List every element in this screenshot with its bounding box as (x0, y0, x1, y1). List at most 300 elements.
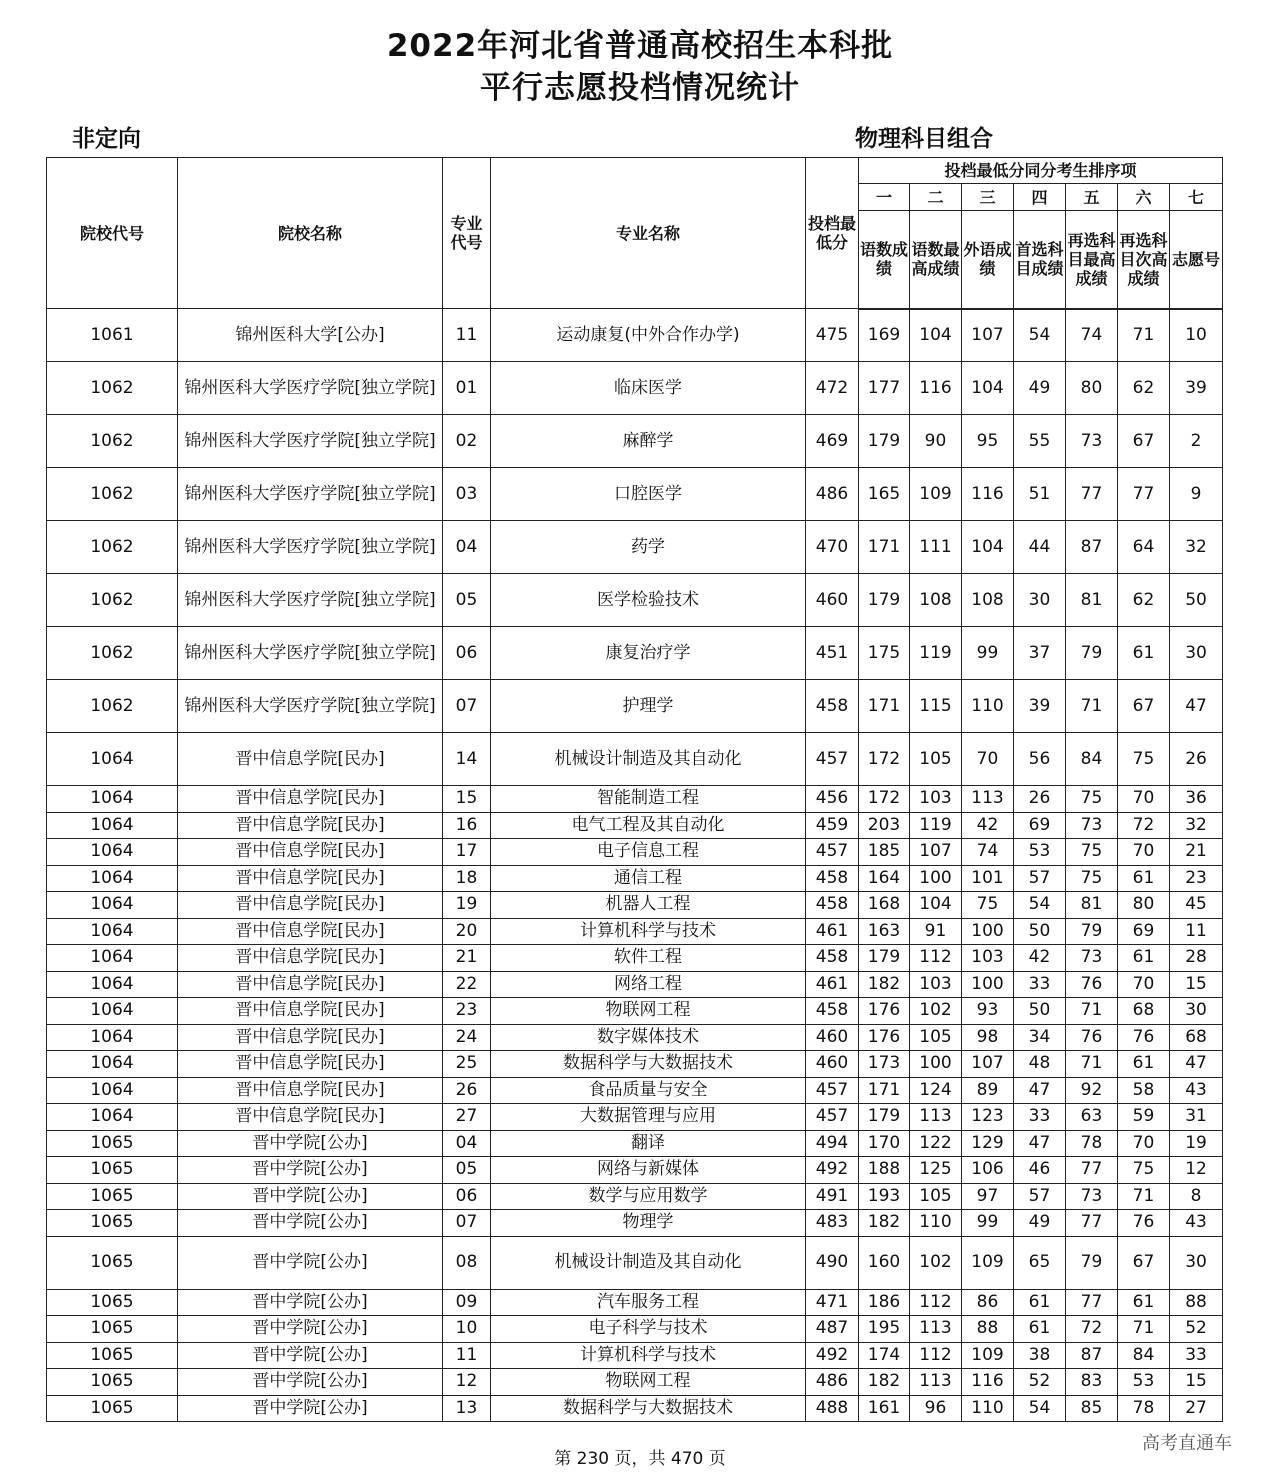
foreign-language-cell: 129 (962, 1130, 1014, 1157)
header-item-foreign-language: 外语成绩 (962, 211, 1014, 309)
subject-group-label: 物理科目组合 (855, 126, 993, 152)
elective-second-cell: 77 (1118, 468, 1170, 521)
school-name-cell: 晋中学院[公办] (178, 1130, 443, 1157)
preference-no-cell: 32 (1170, 812, 1223, 839)
chinese-math-cell: 168 (859, 892, 910, 919)
foreign-language-cell: 93 (962, 998, 1014, 1025)
preference-no-cell: 39 (1170, 362, 1223, 415)
page-number: 第 230 页，共 470 页 (554, 1449, 726, 1469)
elective-second-cell: 62 (1118, 574, 1170, 627)
chinese-math-max-cell: 100 (910, 1051, 962, 1078)
foreign-language-cell: 106 (962, 1157, 1014, 1184)
first-subject-cell: 57 (1014, 865, 1066, 892)
major-name-cell: 网络工程 (491, 971, 806, 998)
table-body (47, 309, 1223, 1422)
foreign-language-cell: 104 (962, 362, 1014, 415)
first-subject-cell: 46 (1014, 1157, 1066, 1184)
min-score-cell: 487 (806, 1316, 859, 1343)
foreign-language-cell: 99 (962, 1210, 1014, 1237)
school-name-cell: 晋中学院[公办] (178, 1369, 443, 1396)
document-title-line2: 平行志愿投档情况统计 (480, 70, 800, 106)
header-item-chinese-math-max: 语数最高成绩 (910, 211, 962, 309)
first-subject-cell: 55 (1014, 415, 1066, 468)
elective-max-cell: 78 (1066, 1130, 1118, 1157)
major-code-cell: 11 (443, 309, 491, 362)
min-score-cell: 457 (806, 1077, 859, 1104)
elective-second-cell: 76 (1118, 1024, 1170, 1051)
preference-no-cell: 52 (1170, 1316, 1223, 1343)
school-name-cell: 锦州医科大学医疗学院[独立学院] (178, 521, 443, 574)
school-code-cell: 1064 (47, 971, 178, 998)
elective-second-cell: 68 (1118, 998, 1170, 1025)
foreign-language-cell: 75 (962, 892, 1014, 919)
min-score-cell: 457 (806, 839, 859, 866)
major-code-cell: 12 (443, 1369, 491, 1396)
chinese-math-max-cell: 113 (910, 1316, 962, 1343)
header-item-preference-no: 志愿号 (1170, 211, 1223, 309)
major-code-cell: 10 (443, 1316, 491, 1343)
school-code-cell: 1061 (47, 309, 178, 362)
foreign-language-cell: 103 (962, 945, 1014, 972)
first-subject-cell: 49 (1014, 1210, 1066, 1237)
chinese-math-max-cell: 96 (910, 1395, 962, 1422)
chinese-math-cell: 179 (859, 415, 910, 468)
min-score-cell: 491 (806, 1183, 859, 1210)
major-name-cell: 机械设计制造及其自动化 (491, 733, 806, 786)
min-score-cell: 458 (806, 945, 859, 972)
elective-max-cell: 77 (1066, 1210, 1118, 1237)
header-rank-4: 四 (1014, 184, 1066, 211)
admission-table (46, 157, 1223, 1422)
header-min-score: 投档最低分 (806, 158, 859, 309)
chinese-math-cell: 186 (859, 1289, 910, 1316)
preference-no-cell: 12 (1170, 1157, 1223, 1184)
preference-no-cell: 8 (1170, 1183, 1223, 1210)
elective-second-cell: 70 (1118, 971, 1170, 998)
chinese-math-cell: 171 (859, 1077, 910, 1104)
school-code-cell: 1062 (47, 574, 178, 627)
major-code-cell: 07 (443, 680, 491, 733)
chinese-math-cell: 179 (859, 1104, 910, 1131)
chinese-math-max-cell: 90 (910, 415, 962, 468)
header-rank-2: 二 (910, 184, 962, 211)
chinese-math-cell: 164 (859, 865, 910, 892)
chinese-math-cell: 173 (859, 1051, 910, 1078)
foreign-language-cell: 74 (962, 839, 1014, 866)
elective-second-cell: 70 (1118, 786, 1170, 813)
school-name-cell: 晋中信息学院[民办] (178, 1104, 443, 1131)
chinese-math-max-cell: 111 (910, 521, 962, 574)
chinese-math-max-cell: 105 (910, 1024, 962, 1051)
chinese-math-max-cell: 119 (910, 627, 962, 680)
preference-no-cell: 30 (1170, 627, 1223, 680)
school-name-cell: 晋中信息学院[民办] (178, 892, 443, 919)
min-score-cell: 457 (806, 733, 859, 786)
preference-no-cell: 68 (1170, 1024, 1223, 1051)
elective-second-cell: 58 (1118, 1077, 1170, 1104)
foreign-language-cell: 110 (962, 680, 1014, 733)
major-code-cell: 02 (443, 415, 491, 468)
table-row (47, 309, 1223, 362)
min-score-cell: 459 (806, 812, 859, 839)
elective-max-cell: 73 (1066, 812, 1118, 839)
school-code-cell: 1065 (47, 1130, 178, 1157)
elective-second-cell: 78 (1118, 1395, 1170, 1422)
elective-max-cell: 84 (1066, 733, 1118, 786)
chinese-math-cell: 172 (859, 733, 910, 786)
table-row (47, 1289, 1223, 1316)
table-row (47, 627, 1223, 680)
major-name-cell: 运动康复(中外合作办学) (491, 309, 806, 362)
school-name-cell: 锦州医科大学医疗学院[独立学院] (178, 627, 443, 680)
elective-second-cell: 75 (1118, 733, 1170, 786)
preference-no-cell: 36 (1170, 786, 1223, 813)
foreign-language-cell: 116 (962, 468, 1014, 521)
header-tie-group: 投档最低分同分考生排序项 (859, 158, 1223, 184)
elective-second-cell: 62 (1118, 362, 1170, 415)
first-subject-cell: 33 (1014, 1104, 1066, 1131)
first-subject-cell: 52 (1014, 1369, 1066, 1396)
elective-max-cell: 92 (1066, 1077, 1118, 1104)
preference-no-cell: 31 (1170, 1104, 1223, 1131)
foreign-language-cell: 100 (962, 971, 1014, 998)
major-name-cell: 物联网工程 (491, 1369, 806, 1396)
first-subject-cell: 53 (1014, 839, 1066, 866)
preference-no-cell: 30 (1170, 998, 1223, 1025)
foreign-language-cell: 110 (962, 1395, 1014, 1422)
preference-no-cell: 88 (1170, 1289, 1223, 1316)
school-name-cell: 晋中信息学院[民办] (178, 1051, 443, 1078)
elective-second-cell: 84 (1118, 1342, 1170, 1369)
major-name-cell: 机器人工程 (491, 892, 806, 919)
major-code-cell: 04 (443, 521, 491, 574)
preference-no-cell: 21 (1170, 839, 1223, 866)
table-row (47, 1369, 1223, 1396)
min-score-cell: 475 (806, 309, 859, 362)
table-row (47, 918, 1223, 945)
elective-max-cell: 71 (1066, 998, 1118, 1025)
major-code-cell: 05 (443, 574, 491, 627)
chinese-math-cell: 182 (859, 971, 910, 998)
elective-max-cell: 75 (1066, 839, 1118, 866)
header-rank-7: 七 (1170, 184, 1223, 211)
elective-second-cell: 67 (1118, 1236, 1170, 1289)
school-name-cell: 锦州医科大学医疗学院[独立学院] (178, 468, 443, 521)
major-code-cell: 01 (443, 362, 491, 415)
major-code-cell: 20 (443, 918, 491, 945)
preference-no-cell: 19 (1170, 1130, 1223, 1157)
table-row (47, 415, 1223, 468)
school-name-cell: 晋中学院[公办] (178, 1395, 443, 1422)
preference-no-cell: 43 (1170, 1077, 1223, 1104)
elective-second-cell: 69 (1118, 918, 1170, 945)
table-row (47, 1104, 1223, 1131)
chinese-math-max-cell: 103 (910, 786, 962, 813)
table-row (47, 971, 1223, 998)
chinese-math-cell: 171 (859, 680, 910, 733)
school-code-cell: 1064 (47, 786, 178, 813)
min-score-cell: 488 (806, 1395, 859, 1422)
elective-second-cell: 80 (1118, 892, 1170, 919)
chinese-math-cell: 169 (859, 309, 910, 362)
school-code-cell: 1065 (47, 1210, 178, 1237)
major-name-cell: 物理学 (491, 1210, 806, 1237)
school-code-cell: 1064 (47, 945, 178, 972)
chinese-math-cell: 182 (859, 1210, 910, 1237)
major-code-cell: 15 (443, 786, 491, 813)
min-score-cell: 460 (806, 574, 859, 627)
major-name-cell: 智能制造工程 (491, 786, 806, 813)
major-name-cell: 汽车服务工程 (491, 1289, 806, 1316)
min-score-cell: 470 (806, 521, 859, 574)
chinese-math-max-cell: 108 (910, 574, 962, 627)
first-subject-cell: 50 (1014, 998, 1066, 1025)
major-name-cell: 电子信息工程 (491, 839, 806, 866)
school-name-cell: 锦州医科大学医疗学院[独立学院] (178, 362, 443, 415)
foreign-language-cell: 123 (962, 1104, 1014, 1131)
preference-no-cell: 30 (1170, 1236, 1223, 1289)
major-name-cell: 口腔医学 (491, 468, 806, 521)
first-subject-cell: 38 (1014, 1342, 1066, 1369)
major-name-cell: 大数据管理与应用 (491, 1104, 806, 1131)
chinese-math-cell: 170 (859, 1130, 910, 1157)
table-row (47, 1051, 1223, 1078)
elective-second-cell: 76 (1118, 1210, 1170, 1237)
foreign-language-cell: 97 (962, 1183, 1014, 1210)
header-item-elective-second: 再选科目次高成绩 (1118, 211, 1170, 309)
major-code-cell: 23 (443, 998, 491, 1025)
table-row (47, 1157, 1223, 1184)
preference-no-cell: 32 (1170, 521, 1223, 574)
min-score-cell: 492 (806, 1342, 859, 1369)
first-subject-cell: 65 (1014, 1236, 1066, 1289)
table-row (47, 786, 1223, 813)
table-row (47, 812, 1223, 839)
min-score-cell: 469 (806, 415, 859, 468)
major-code-cell: 21 (443, 945, 491, 972)
first-subject-cell: 47 (1014, 1077, 1066, 1104)
first-subject-cell: 44 (1014, 521, 1066, 574)
watermark: 高考直通车 (1142, 1433, 1232, 1454)
major-name-cell: 翻译 (491, 1130, 806, 1157)
elective-max-cell: 77 (1066, 1289, 1118, 1316)
min-score-cell: 490 (806, 1236, 859, 1289)
preference-no-cell: 33 (1170, 1342, 1223, 1369)
school-code-cell: 1064 (47, 998, 178, 1025)
major-code-cell: 08 (443, 1236, 491, 1289)
preference-no-cell: 43 (1170, 1210, 1223, 1237)
school-code-cell: 1064 (47, 1077, 178, 1104)
min-score-cell: 461 (806, 918, 859, 945)
school-name-cell: 晋中学院[公办] (178, 1157, 443, 1184)
first-subject-cell: 34 (1014, 1024, 1066, 1051)
first-subject-cell: 42 (1014, 945, 1066, 972)
school-code-cell: 1065 (47, 1316, 178, 1343)
major-name-cell: 数据科学与大数据技术 (491, 1395, 806, 1422)
min-score-cell: 458 (806, 998, 859, 1025)
chinese-math-max-cell: 109 (910, 468, 962, 521)
major-code-cell: 04 (443, 1130, 491, 1157)
major-name-cell: 电气工程及其自动化 (491, 812, 806, 839)
school-code-cell: 1065 (47, 1289, 178, 1316)
preference-no-cell: 50 (1170, 574, 1223, 627)
first-subject-cell: 47 (1014, 1130, 1066, 1157)
major-name-cell: 食品质量与安全 (491, 1077, 806, 1104)
major-code-cell: 05 (443, 1157, 491, 1184)
table-row (47, 362, 1223, 415)
school-code-cell: 1064 (47, 918, 178, 945)
major-code-cell: 24 (443, 1024, 491, 1051)
chinese-math-max-cell: 91 (910, 918, 962, 945)
school-name-cell: 晋中信息学院[民办] (178, 1077, 443, 1104)
chinese-math-cell: 171 (859, 521, 910, 574)
preference-no-cell: 28 (1170, 945, 1223, 972)
elective-max-cell: 75 (1066, 786, 1118, 813)
first-subject-cell: 61 (1014, 1316, 1066, 1343)
major-code-cell: 06 (443, 627, 491, 680)
min-score-cell: 492 (806, 1157, 859, 1184)
major-code-cell: 14 (443, 733, 491, 786)
school-name-cell: 锦州医科大学医疗学院[独立学院] (178, 415, 443, 468)
major-name-cell: 数据科学与大数据技术 (491, 1051, 806, 1078)
school-code-cell: 1062 (47, 521, 178, 574)
school-name-cell: 锦州医科大学医疗学院[独立学院] (178, 574, 443, 627)
school-code-cell: 1062 (47, 627, 178, 680)
header-school-code: 院校代号 (47, 158, 178, 309)
foreign-language-cell: 100 (962, 918, 1014, 945)
header-major-name: 专业名称 (491, 158, 806, 309)
chinese-math-max-cell: 104 (910, 892, 962, 919)
elective-max-cell: 72 (1066, 1316, 1118, 1343)
first-subject-cell: 50 (1014, 918, 1066, 945)
first-subject-cell: 54 (1014, 309, 1066, 362)
chinese-math-cell: 179 (859, 945, 910, 972)
first-subject-cell: 26 (1014, 786, 1066, 813)
school-code-cell: 1064 (47, 1051, 178, 1078)
major-name-cell: 麻醉学 (491, 415, 806, 468)
major-name-cell: 医学检验技术 (491, 574, 806, 627)
school-name-cell: 锦州医科大学医疗学院[独立学院] (178, 680, 443, 733)
chinese-math-max-cell: 113 (910, 1369, 962, 1396)
chinese-math-max-cell: 115 (910, 680, 962, 733)
school-code-cell: 1064 (47, 1024, 178, 1051)
school-code-cell: 1064 (47, 1104, 178, 1131)
table-row (47, 1183, 1223, 1210)
preference-no-cell: 27 (1170, 1395, 1223, 1422)
elective-second-cell: 70 (1118, 839, 1170, 866)
table-row (47, 1130, 1223, 1157)
school-code-cell: 1065 (47, 1395, 178, 1422)
elective-second-cell: 59 (1118, 1104, 1170, 1131)
school-name-cell: 晋中学院[公办] (178, 1316, 443, 1343)
chinese-math-max-cell: 107 (910, 839, 962, 866)
school-code-cell: 1064 (47, 892, 178, 919)
first-subject-cell: 57 (1014, 1183, 1066, 1210)
major-code-cell: 18 (443, 865, 491, 892)
first-subject-cell: 48 (1014, 1051, 1066, 1078)
table-row (47, 839, 1223, 866)
major-name-cell: 数学与应用数学 (491, 1183, 806, 1210)
elective-second-cell: 67 (1118, 680, 1170, 733)
elective-max-cell: 74 (1066, 309, 1118, 362)
elective-second-cell: 71 (1118, 1183, 1170, 1210)
preference-no-cell: 47 (1170, 680, 1223, 733)
foreign-language-cell: 98 (962, 1024, 1014, 1051)
major-name-cell: 计算机科学与技术 (491, 918, 806, 945)
elective-second-cell: 75 (1118, 1157, 1170, 1184)
elective-max-cell: 76 (1066, 971, 1118, 998)
chinese-math-cell: 193 (859, 1183, 910, 1210)
chinese-math-cell: 185 (859, 839, 910, 866)
major-name-cell: 药学 (491, 521, 806, 574)
min-score-cell: 494 (806, 1130, 859, 1157)
header-rank-1: 一 (859, 184, 910, 211)
chinese-math-cell: 174 (859, 1342, 910, 1369)
elective-second-cell: 53 (1118, 1369, 1170, 1396)
chinese-math-max-cell: 105 (910, 1183, 962, 1210)
first-subject-cell: 69 (1014, 812, 1066, 839)
min-score-cell: 457 (806, 1104, 859, 1131)
table-row (47, 1210, 1223, 1237)
foreign-language-cell: 89 (962, 1077, 1014, 1104)
preference-no-cell: 45 (1170, 892, 1223, 919)
elective-max-cell: 81 (1066, 892, 1118, 919)
major-code-cell: 17 (443, 839, 491, 866)
header-rank-6: 六 (1118, 184, 1170, 211)
elective-max-cell: 76 (1066, 1024, 1118, 1051)
elective-max-cell: 73 (1066, 1183, 1118, 1210)
school-name-cell: 晋中信息学院[民办] (178, 733, 443, 786)
chinese-math-cell: 161 (859, 1395, 910, 1422)
table-row (47, 998, 1223, 1025)
table-row (47, 680, 1223, 733)
header-rank-3: 三 (962, 184, 1014, 211)
elective-second-cell: 67 (1118, 415, 1170, 468)
major-code-cell: 26 (443, 1077, 491, 1104)
chinese-math-cell: 177 (859, 362, 910, 415)
school-code-cell: 1065 (47, 1369, 178, 1396)
school-name-cell: 晋中信息学院[民办] (178, 786, 443, 813)
elective-second-cell: 61 (1118, 945, 1170, 972)
foreign-language-cell: 108 (962, 574, 1014, 627)
school-code-cell: 1064 (47, 839, 178, 866)
chinese-math-max-cell: 112 (910, 945, 962, 972)
table-row (47, 521, 1223, 574)
school-name-cell: 晋中学院[公办] (178, 1342, 443, 1369)
preference-no-cell: 10 (1170, 309, 1223, 362)
table-row (47, 733, 1223, 786)
major-code-cell: 25 (443, 1051, 491, 1078)
elective-second-cell: 71 (1118, 1316, 1170, 1343)
first-subject-cell: 30 (1014, 574, 1066, 627)
chinese-math-cell: 165 (859, 468, 910, 521)
foreign-language-cell: 107 (962, 1051, 1014, 1078)
school-code-cell: 1065 (47, 1183, 178, 1210)
major-code-cell: 11 (443, 1342, 491, 1369)
major-code-cell: 07 (443, 1210, 491, 1237)
first-subject-cell: 61 (1014, 1289, 1066, 1316)
school-name-cell: 晋中信息学院[民办] (178, 865, 443, 892)
chinese-math-max-cell: 104 (910, 309, 962, 362)
chinese-math-cell: 160 (859, 1236, 910, 1289)
preference-no-cell: 23 (1170, 865, 1223, 892)
major-name-cell: 电子科学与技术 (491, 1316, 806, 1343)
elective-max-cell: 83 (1066, 1369, 1118, 1396)
foreign-language-cell: 70 (962, 733, 1014, 786)
first-subject-cell: 54 (1014, 1395, 1066, 1422)
chinese-math-max-cell: 113 (910, 1104, 962, 1131)
chinese-math-max-cell: 124 (910, 1077, 962, 1104)
